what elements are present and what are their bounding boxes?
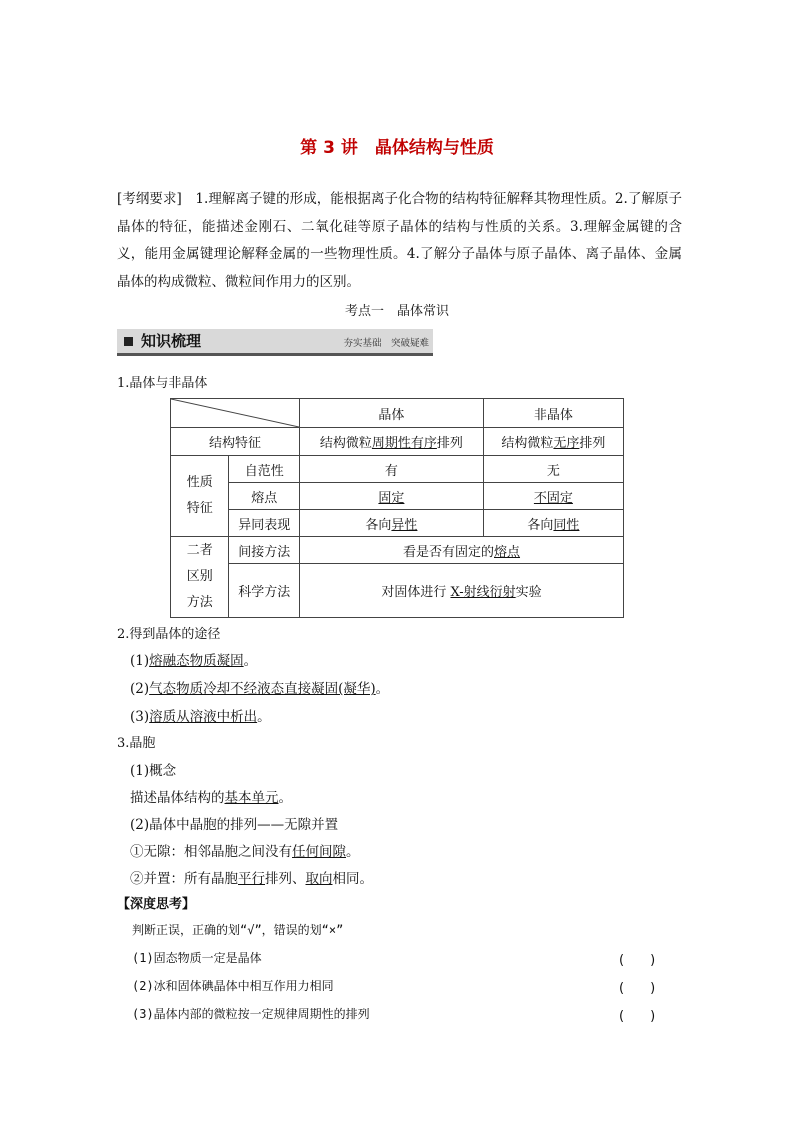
header-crystal: 晶体 (300, 399, 484, 428)
arrangement-subheading: (2)晶体中晶胞的排列——无隙并置 (130, 817, 339, 833)
exam-requirements: [考纲要求] 1.理解离子键的形成，能根据离子化合物的结构特征解释其物理性质。2.了解原子晶体的特征，能描述金刚石、二氧化硅等原子晶体的结构与性质的关系。3.理解金属键的含义，能用金属键理论解释金属的一些物理性质。4.了解分子晶体与原子晶体、离子晶体、金属晶体的构成微粒、微粒间作用力的区别。 (117, 191, 682, 290)
property-label: 性质 特征 (171, 456, 229, 537)
melting-point-crystal: 固定 (300, 483, 484, 510)
banner-title: 知识梳理 (141, 332, 202, 350)
judge-instruction: 判断正误，正确的划“√”，错误的划“×” (132, 923, 344, 937)
square-bullet-icon (124, 337, 133, 346)
indirect-method-label: 间接方法 (229, 537, 300, 564)
deep-thinking-heading: 【深度思考】 (117, 897, 196, 912)
crystal-comparison-table (170, 398, 624, 618)
page-title: 第 3 讲 晶体结构与性质 (300, 138, 494, 158)
section-1-heading: 1.晶体与非晶体 (117, 376, 208, 391)
question-1: (1)固态物质一定是晶体 (132, 951, 262, 965)
header-noncrystal: 非晶体 (483, 399, 623, 428)
concept-description: 描述晶体结构的基本单元。 (130, 790, 292, 806)
structure-label: 结构特征 (171, 428, 300, 456)
scientific-method-label: 科学方法 (229, 564, 300, 618)
answer-blank-3[interactable]: ( ) (619, 1009, 656, 1024)
anisotropy-label: 异同表现 (229, 510, 300, 537)
method-item-1: (1)熔融态物质凝固。 (130, 653, 258, 669)
section-2-heading: 2.得到晶体的途径 (117, 627, 221, 642)
melting-point-label: 熔点 (229, 483, 300, 510)
answer-blank-2[interactable]: ( ) (619, 981, 656, 996)
banner-subtitle: 夯实基础 突破疑难 (343, 338, 429, 349)
section-3-heading: 3.晶胞 (117, 736, 156, 751)
self-shaping-label: 自范性 (229, 456, 300, 483)
topic-heading: 考点一 晶体常识 (344, 304, 449, 319)
anisotropy-noncrystal: 各向同性 (483, 510, 623, 537)
method-item-2: (2)气态物质冷却不经液态直接凝固(凝华)。 (130, 681, 390, 697)
section-banner (117, 329, 433, 356)
self-shaping-noncrystal: 无 (483, 456, 623, 483)
concept-subheading: (1)概念 (130, 763, 177, 779)
method-item-3: (3)溶质从溶液中析出。 (130, 709, 271, 725)
answer-blank-1[interactable]: ( ) (619, 953, 656, 968)
diagonal-header-cell (171, 399, 300, 428)
structure-noncrystal: 结构微粒无序排列 (483, 428, 623, 456)
self-shaping-crystal: 有 (300, 456, 484, 483)
anisotropy-crystal: 各向异性 (300, 510, 484, 537)
difference-label: 二者 区别 方法 (171, 537, 229, 618)
no-gap-item: ①无隙：相邻晶胞之间没有任何间隙。 (130, 844, 360, 860)
scientific-method-value: 对固体进行 X-射线衍射实验 (300, 564, 624, 618)
question-3: (3)晶体内部的微粒按一定规律周期性的排列 (132, 1007, 370, 1021)
melting-point-noncrystal: 不固定 (483, 483, 623, 510)
diagonal-line (171, 399, 299, 427)
question-2: (2)冰和固体碘晶体中相互作用力相同 (132, 979, 334, 993)
structure-crystal: 结构微粒周期性有序排列 (300, 428, 484, 456)
indirect-method-value: 看是否有固定的熔点 (300, 537, 624, 564)
parallel-item: ②并置：所有晶胞平行排列、取向相同。 (130, 871, 373, 887)
